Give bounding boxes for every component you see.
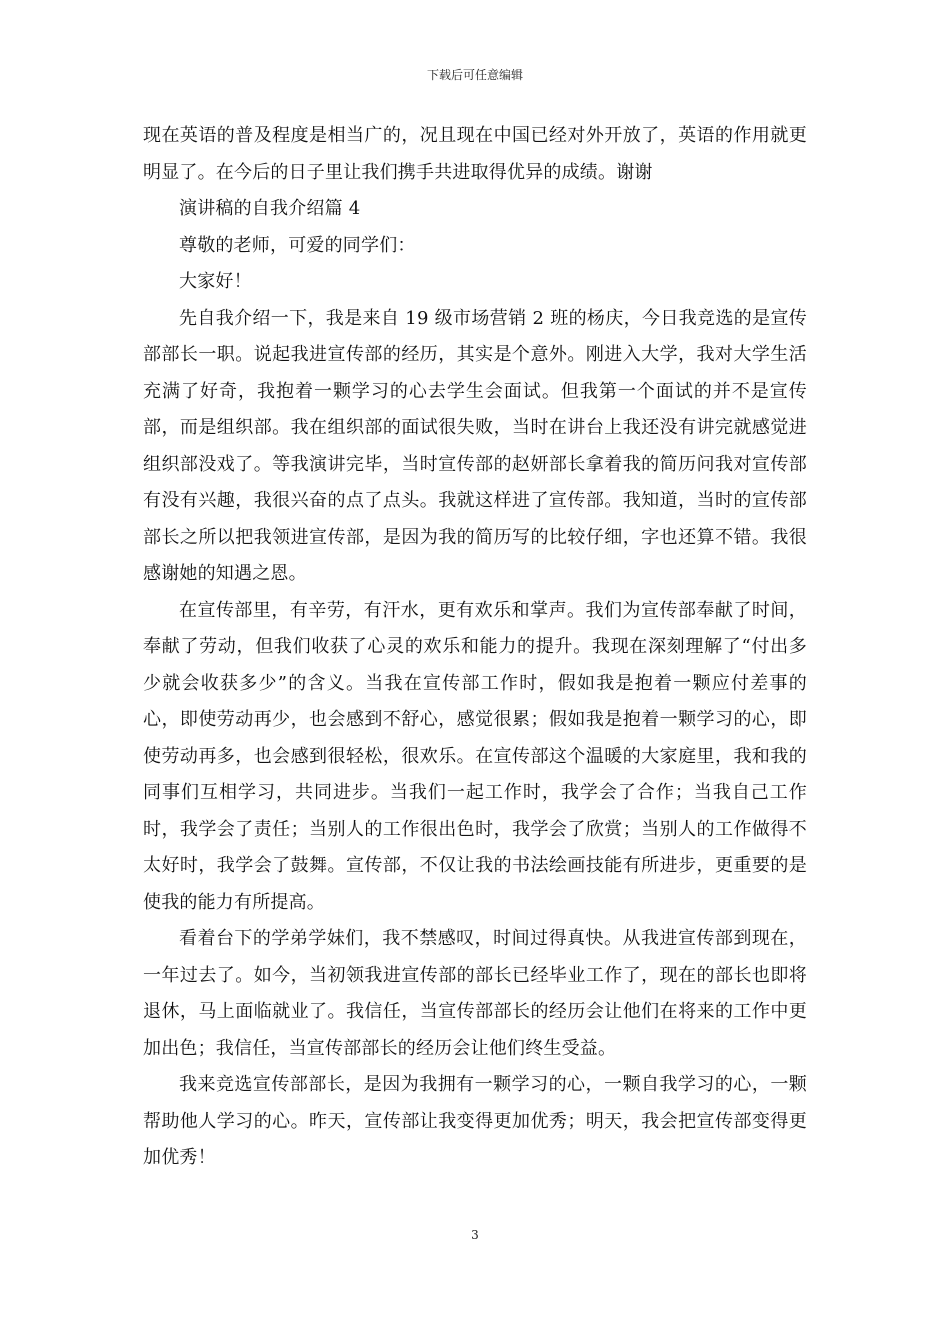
greeting: 大家好！	[179, 271, 252, 292]
salutation: 尊敬的老师，可爱的同学们：	[179, 234, 416, 256]
page-number: 3	[471, 1228, 479, 1242]
page-header: 下载后可任意编辑	[426, 68, 523, 82]
paragraph: 现在英语的普及程度是相当广的，况且现在中国已经对外开放了，英语的作用就更明显了。在今后的日子里让我们携手共进取得优异的成绩。谢谢	[143, 125, 807, 183]
section-heading: 演讲稿的自我介绍篇 4	[179, 198, 361, 219]
paragraph: 在宣传部里，有辛劳，有汗水，更有欢乐和掌声。我们为宣传部奉献了时间，奉献了劳动，但我们收获了心灵的欢乐和能力的提升。我现在深刻理解了“付出多少就会收获多少”的含义。当我在宣传部工作时，假如我是抱着一颗应付差事的心，即使劳动再少，也会感到不舒心，感觉很累；假如我是抱着一颗学习的心，即使劳动再多，也会感到很轻松，很欢乐。在宣传部这个温暖的大家庭里，我和我的同事们互相学习，共同进步。当我们一起工作时，我学会了合作；当我自己工作时，我学会了责任；当别人的工作很出色时，我学会了欣赏；当别人的工作做得不太好时，我学会了鼓舞。宣传部，不仅让我的书法绘画技能有所进步，更重要的是使我的能力有所提高。	[143, 599, 807, 913]
paragraph: 先自我介绍一下，我是来自 19 级市场营销 2 班的杨庆，今日我竞选的是宣传部部长一职。说起我进宣传部的经历，其实是个意外。刚进入大学，我对大学生活充满了好奇，我抱着一颗学习的心去学生会面试。但我第一个面试的并不是宣传部，而是组织部。我在组织部的面试很失败，当时在讲台上我还没有讲完就感觉进组织部没戏了。等我演讲完毕，当时宣传部的赵妍部长拿着我的简历问我对宣传部有没有兴趣，我很兴奋的点了点头。我就这样进了宣传部。我知道，当时的宣传部部长之所以把我领进宣传部，是因为我的简历写的比较仔细，字也还算不错。我很感谢她的知遇之恩。	[143, 307, 807, 584]
paragraph: 看着台下的学弟学妹们，我不禁感叹，时间过得真快。从我进宣传部到现在，一年过去了。如今，当初领我进宣传部的部长已经毕业工作了，现在的部长也即将退休，马上面临就业了。我信任，当宣传部部长的经历会让他们在将来的工作中更加出色；我信任，当宣传部部长的经历会让他们终生受益。	[143, 928, 807, 1059]
paragraph: 我来竞选宣传部部长，是因为我拥有一颗学习的心，一颗自我学习的心，一颗帮助他人学习的心。昨天，宣传部让我变得更加优秀；明天，我会把宣传部变得更加优秀！	[143, 1074, 807, 1168]
document-body	[143, 118, 807, 1177]
